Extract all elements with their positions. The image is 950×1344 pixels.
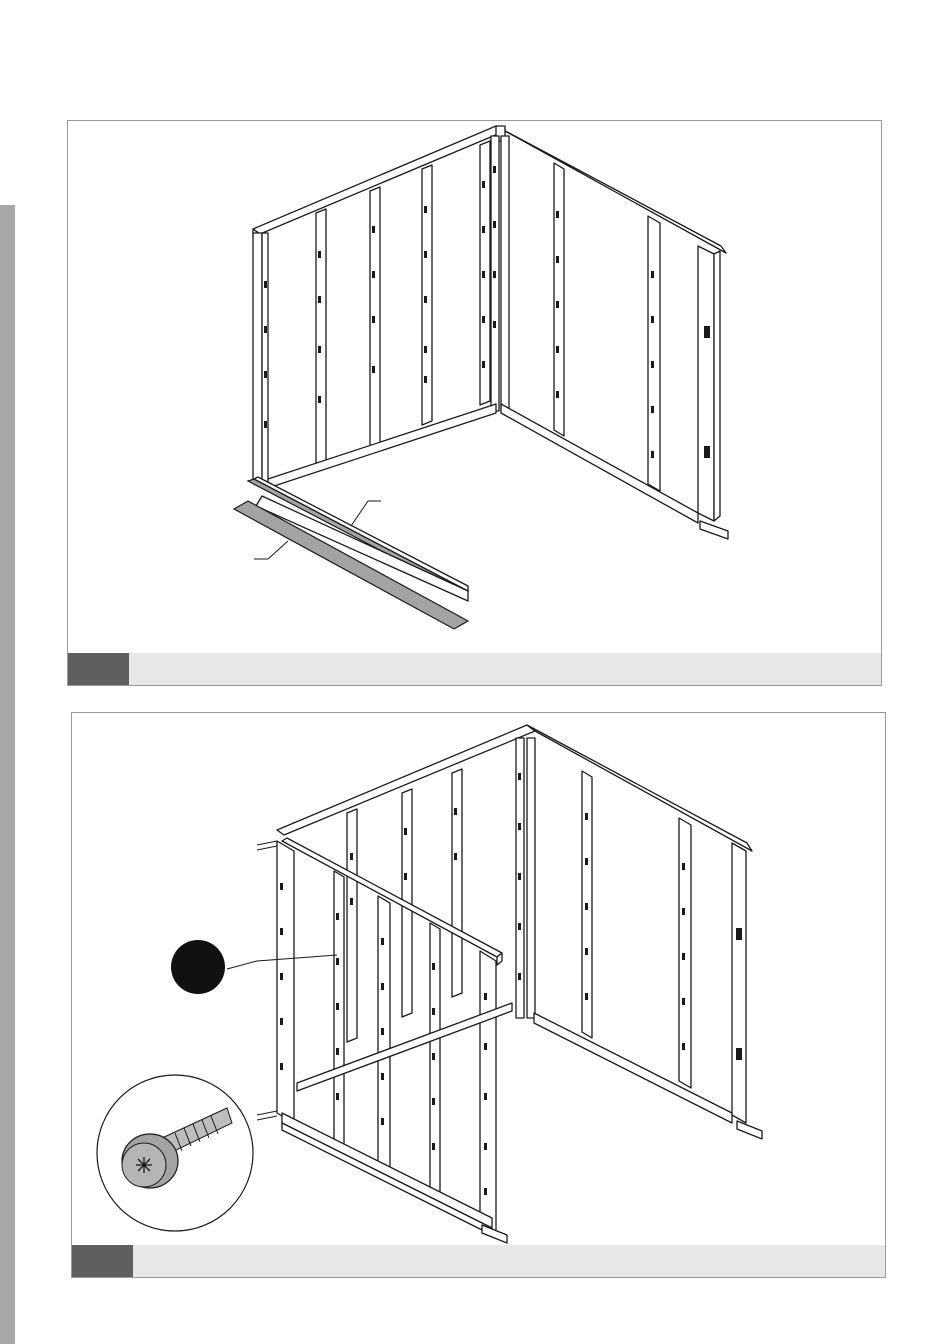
step-1-panel (67, 120, 882, 686)
step-1-illustration (68, 121, 883, 687)
callout-badge (171, 940, 225, 994)
step-1-footer-bar (68, 653, 881, 685)
step-2-number-box (72, 1245, 133, 1277)
step-1-number-box (68, 653, 129, 685)
screw-detail (97, 1075, 253, 1231)
step-2-panel (71, 712, 886, 1278)
side-tab-strip (0, 205, 15, 1344)
step-2-illustration (72, 713, 887, 1279)
step-2-footer-bar (72, 1245, 885, 1277)
